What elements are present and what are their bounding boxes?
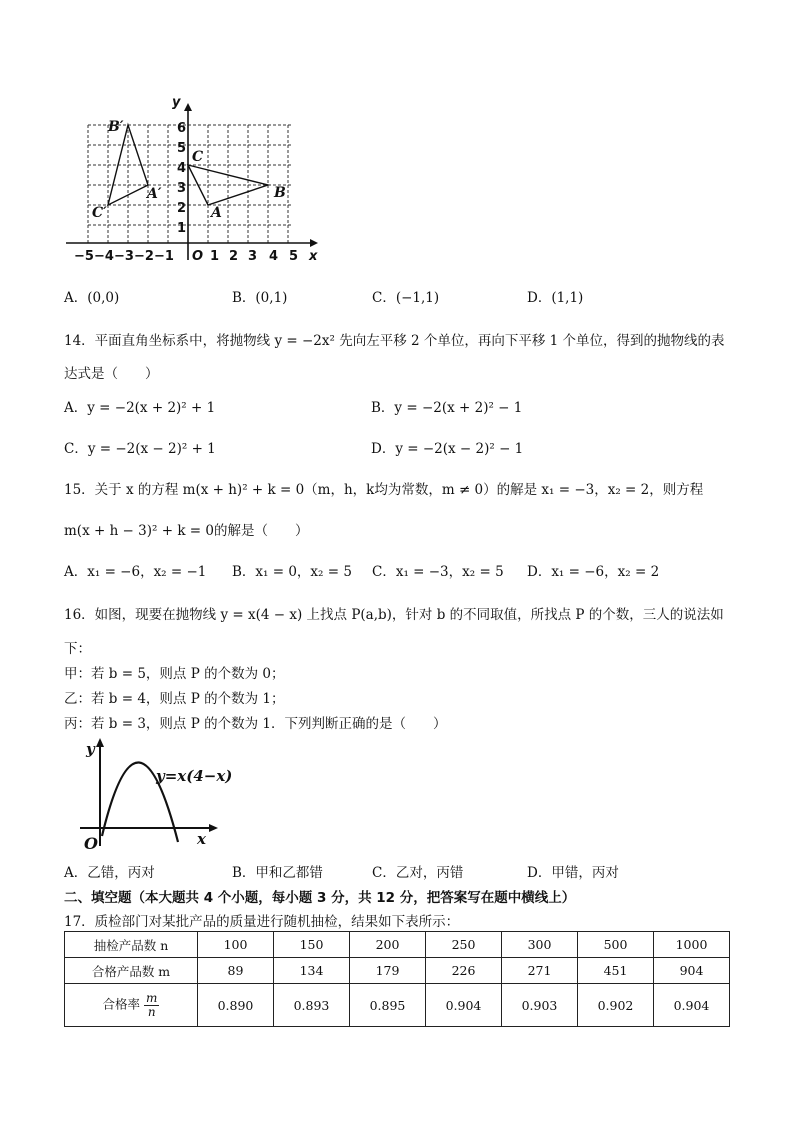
x-tick-label: 3 xyxy=(248,249,258,264)
section-heading: 二、填空题（本大题共 4 个小题，每小题 3 分，共 12 分，把答案写在题中横线上） xyxy=(64,890,576,906)
fraction-denominator: n xyxy=(147,1004,156,1019)
point-label-a-prime: A′ xyxy=(147,186,162,202)
table-row xyxy=(65,932,730,958)
q15-stem-line1: 15．关于 x 的方程 m(x + h)² + k = 0（m，h，k均为常数，m ≠ 0）的解是 x₁ = −3，x₂ = 2，则方程 xyxy=(64,482,704,498)
table-cell: 250 xyxy=(426,932,502,958)
q13-option-b[interactable]: B．(0,1) xyxy=(232,290,288,306)
table-cell: 89 xyxy=(198,958,274,984)
y-tick-label: 2 xyxy=(177,201,187,216)
y-tick-label: 1 xyxy=(177,221,187,236)
q16-stem-line1: 16．如图，现要在抛物线 y = x(4 − x) 上找点 P(a,b)，针对 b 的不同取值，所找点 P 的个数，三人的说法如 xyxy=(64,607,724,623)
table-cell: 134 xyxy=(274,958,350,984)
table-cell: 226 xyxy=(426,958,502,984)
table-cell: 0.904 xyxy=(426,984,502,1027)
x-tick-label: −3 xyxy=(114,249,134,264)
x-tick-label: 2 xyxy=(229,249,239,264)
q16-statement-jia: 甲：若 b = 5，则点 P 的个数为 0； xyxy=(64,666,285,682)
q16-statement-bing: 丙：若 b = 3，则点 P 的个数为 1．下列判断正确的是（ ） xyxy=(64,716,447,732)
table-cell: 0.890 xyxy=(198,984,274,1027)
q14-option-d[interactable]: D．y = −2(x − 2)² − 1 xyxy=(371,441,524,457)
q16-option-b[interactable]: B．甲和乙都错 xyxy=(232,865,323,881)
row-header-label: 合格率 xyxy=(102,996,141,1012)
table-row xyxy=(65,984,730,1027)
table-cell: 179 xyxy=(350,958,426,984)
q17-stem: 17．质检部门对某批产品的质量进行随机抽检，结果如下表所示： xyxy=(64,914,460,930)
x-axis-label: x xyxy=(309,249,318,264)
y-axis-label: y xyxy=(172,95,181,110)
row-header: 抽检产品数 n xyxy=(65,932,198,958)
q16-stem-line2: 下： xyxy=(64,641,91,657)
coordinate-grid-figure xyxy=(60,95,330,265)
point-label-c: C xyxy=(192,149,204,165)
row-header xyxy=(65,984,198,1027)
graph-x-axis-label: x xyxy=(197,830,206,848)
table-cell: 904 xyxy=(654,958,730,984)
x-tick-label: 4 xyxy=(269,249,279,264)
q16-statement-yi: 乙：若 b = 4，则点 P 的个数为 1； xyxy=(64,691,285,707)
row-header: 合格产品数 m xyxy=(65,958,198,984)
point-label-b-prime: B′ xyxy=(108,119,124,135)
q13-option-d[interactable]: D．(1,1) xyxy=(527,290,584,306)
q14-option-c[interactable]: C．y = −2(x − 2)² + 1 xyxy=(64,441,216,457)
q15-option-a[interactable]: A．x₁ = −6，x₂ = −1 xyxy=(64,564,207,580)
q16-option-d[interactable]: D．甲错，丙对 xyxy=(527,865,619,881)
q15-stem-line2: m(x + h − 3)² + k = 0的解是（ ） xyxy=(64,523,309,539)
x-tick-label: −4 xyxy=(94,249,114,264)
table-cell: 451 xyxy=(578,958,654,984)
y-tick-label: 6 xyxy=(177,121,187,136)
q14-stem-line1: 14．平面直角坐标系中，将抛物线 y = −2x² 先向左平移 2 个单位，再向下平移 1 个单位，得到的抛物线的表 xyxy=(64,333,725,349)
x-tick-label: 1 xyxy=(210,249,220,264)
q16-option-c[interactable]: C．乙对，丙错 xyxy=(372,865,464,881)
table-cell: 300 xyxy=(502,932,578,958)
origin-label: O xyxy=(192,249,204,264)
table-cell: 0.903 xyxy=(502,984,578,1027)
fraction-numerator: m xyxy=(146,990,158,1005)
table-cell: 0.902 xyxy=(578,984,654,1027)
y-tick-label: 3 xyxy=(177,181,187,196)
q15-option-d[interactable]: D．x₁ = −6，x₂ = 2 xyxy=(527,564,660,580)
graph-origin-label: O xyxy=(84,834,98,853)
quality-table xyxy=(64,931,730,1027)
table-cell: 271 xyxy=(502,958,578,984)
x-tick-label: 5 xyxy=(289,249,299,264)
y-tick-label: 4 xyxy=(177,161,187,176)
fraction xyxy=(144,992,159,1018)
x-tick-label: −1 xyxy=(154,249,174,264)
table-cell: 500 xyxy=(578,932,654,958)
table-cell: 0.895 xyxy=(350,984,426,1027)
x-tick-label: −5 xyxy=(74,249,94,264)
y-tick-label: 5 xyxy=(177,141,187,156)
q14-option-a[interactable]: A．y = −2(x + 2)² + 1 xyxy=(64,400,216,416)
point-label-b: B xyxy=(274,185,286,201)
table-row xyxy=(65,958,730,984)
graph-curve-label: y=x(4−x) xyxy=(156,767,233,785)
q13-option-c[interactable]: C．(−1,1) xyxy=(372,290,440,306)
table-cell: 0.893 xyxy=(274,984,350,1027)
q15-option-c[interactable]: C．x₁ = −3，x₂ = 5 xyxy=(372,564,504,580)
q13-option-a[interactable]: A．(0,0) xyxy=(64,290,120,306)
point-label-c-prime: C′ xyxy=(92,205,107,221)
q16-option-a[interactable]: A．乙错，丙对 xyxy=(64,865,155,881)
graph-y-axis-label: y xyxy=(86,740,95,758)
q15-option-b[interactable]: B．x₁ = 0，x₂ = 5 xyxy=(232,564,352,580)
table-cell: 150 xyxy=(274,932,350,958)
table-cell: 200 xyxy=(350,932,426,958)
x-tick-label: −2 xyxy=(134,249,154,264)
table-cell: 1000 xyxy=(654,932,730,958)
table-cell: 0.904 xyxy=(654,984,730,1027)
point-label-a: A xyxy=(211,205,222,221)
q14-option-b[interactable]: B．y = −2(x + 2)² − 1 xyxy=(371,400,523,416)
table-cell: 100 xyxy=(198,932,274,958)
q14-stem-line2: 达式是（ ） xyxy=(64,366,159,382)
